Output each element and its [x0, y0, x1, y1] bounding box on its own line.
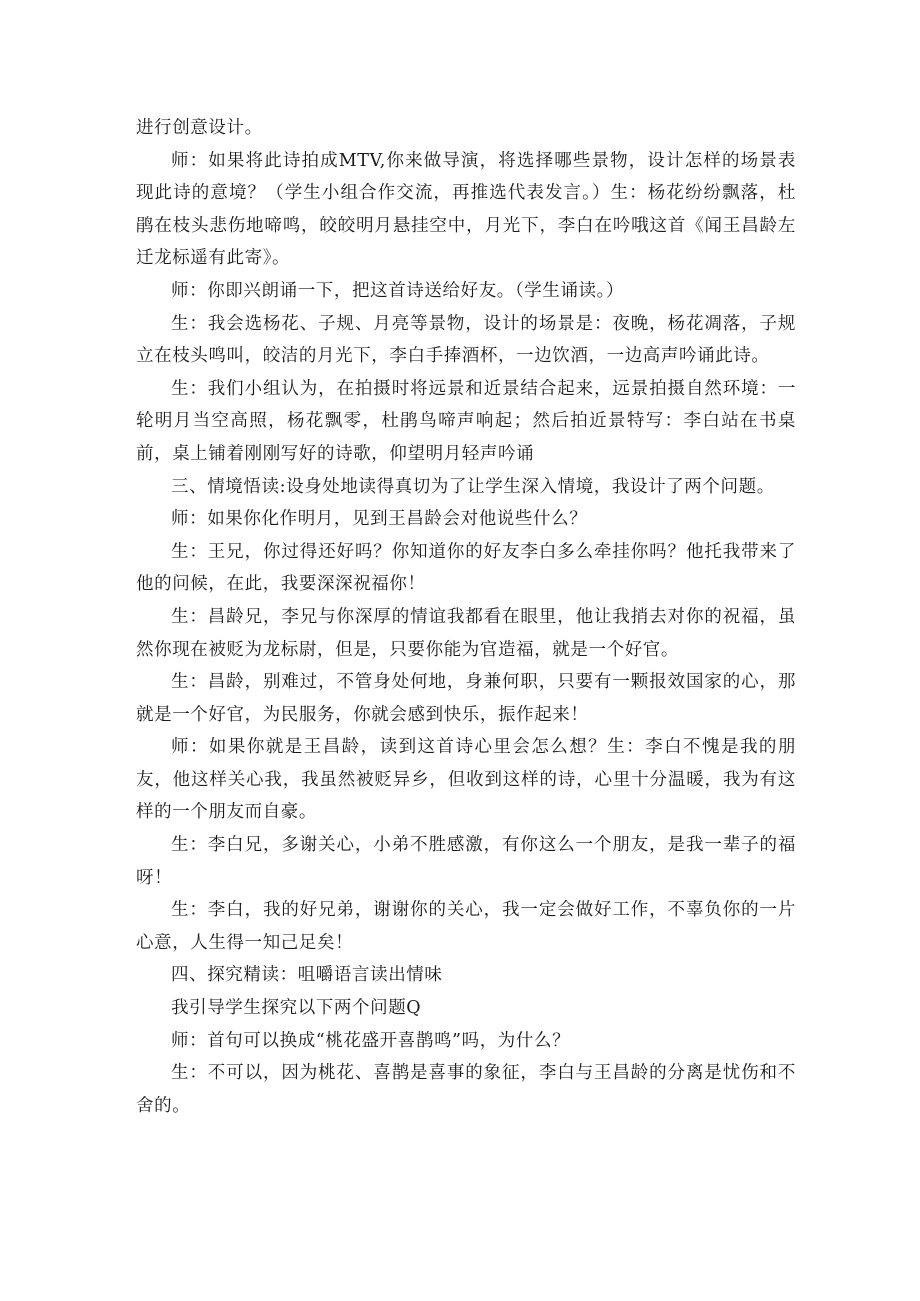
section-heading-4: 四、探究精读：咀嚼语言读出情味: [171, 965, 443, 986]
paragraph-student-answer-2: 生：昌龄兄，李兄与你深厚的情谊我都看在眼里，他让我捎去对你的祝福，虽然你现在被贬为龙标尉，但是，只要你能为官造福，就是一个好官。: [136, 606, 796, 660]
paragraph-student-scene-2: 生：我们小组认为，在拍摄时将远景和近景结合起来，远景拍摄自然环境：一轮明月当空高照，杨花飘零，杜鹃鸟啼声响起；然后拍近景特写：李白站在书桌前，桌上铺着刚刚写好的诗歌，仰望明月轻声吟诵: [136, 378, 796, 464]
paragraph-guide: 我引导学生探究以下两个问题Q: [171, 998, 422, 1019]
paragraph-teacher-mtv-question: 师：如果将此诗拍成MTV,你来做导演，将选择哪些景物，设计怎样的场景表现此诗的意境？（学生小组合作交流，再推选代表发言。）生：杨花纷纷飘落，杜鹃在枝头悲伤地啼鸣，皎皎明月悬挂空中，月光下，李白在吟哦这首《闻王昌龄左迁龙标遥有此寄》。: [136, 150, 796, 269]
document-body: [136, 112, 796, 1122]
paragraph-teacher-moon-question: 师：如果你化作明月，见到王昌龄会对他说些什么？: [171, 509, 588, 530]
paragraph-student-answer-3: 生：昌龄，别难过，不管身处何地，身兼何职，只要有一颗报效国家的心，那就是一个好官，为民服务，你就会感到快乐，振作起来！: [136, 672, 796, 725]
paragraph-teacher-recite: 师：你即兴朗诵一下，把这首诗送给好友。（学生诵读。）: [171, 280, 625, 301]
paragraph-student-answer-5: 生：李白，我的好兄弟，谢谢你的关心，我一定会做好工作，不辜负你的一片心意，人生得一知己足矣！: [136, 900, 796, 953]
paragraph-teacher-wang-question: 师：如果你就是王昌龄，读到这首诗心里会怎么想？生：李白不愧是我的朋友，他这样关心我，我虽然被贬异乡，但收到这样的诗，心里十分温暖，我为有这样的一个朋友而自豪。: [136, 737, 796, 823]
paragraph-continuation: 进行创意设计。: [136, 118, 263, 138]
paragraph-student-answer-4: 生：李白兄，多谢关心，小弟不胜感激，有你这么一个朋友，是我一辈子的福呀！: [136, 835, 796, 888]
paragraph-student-answer-6: 生：不可以，因为桃花、喜鹊是喜事的象征，李白与王昌龄的分离是忧伤和不舍的。: [136, 1063, 796, 1116]
paragraph-student-answer-1: 生：王兄，你过得还好吗？你知道你的好友李白多么牵挂你吗？他托我带来了他的问候，在此，我要深深祝福你！: [136, 541, 796, 595]
paragraph-student-scene-1: 生：我会选杨花、子规、月亮等景物，设计的场景是：夜晚，杨花凋落，子规立在枝头鸣叫，皎洁的月光下，李白手捧酒杯，一边饮酒，一边高声吟诵此诗。: [136, 313, 796, 367]
section-heading-3: 三、情境悟读:设身处地读得真切为了让学生深入情境，我设计了两个问题。: [171, 476, 775, 497]
paragraph-teacher-first-line-question: 师：首句可以换成“桃花盛开喜鹊鸣”吗，为什么？: [171, 1030, 571, 1051]
